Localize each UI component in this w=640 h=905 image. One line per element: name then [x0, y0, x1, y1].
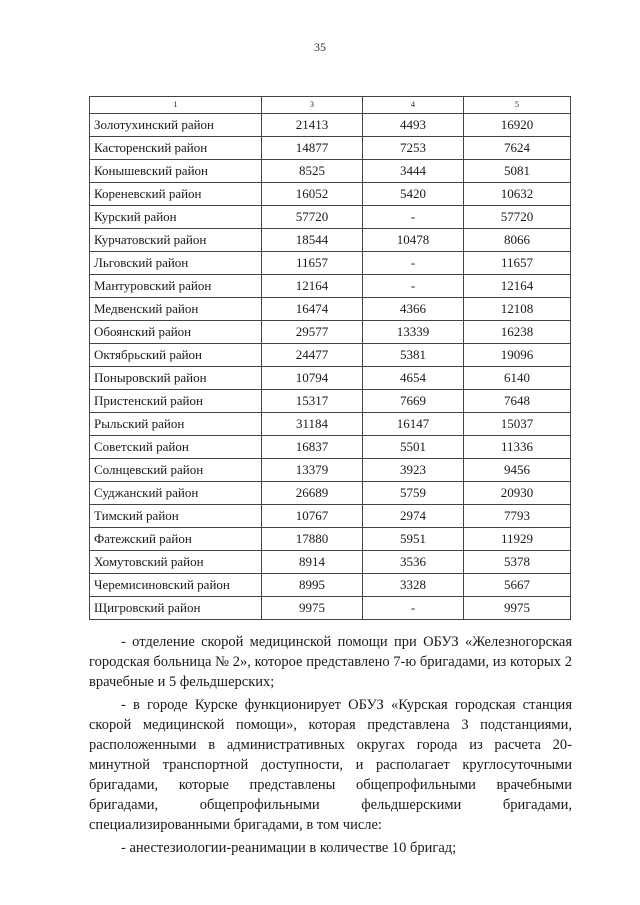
value-col5-cell: 7624	[464, 137, 571, 160]
table-row	[90, 436, 571, 459]
table-row	[90, 390, 571, 413]
value-col5-cell: 5378	[464, 551, 571, 574]
value-col4-cell: 5381	[363, 344, 464, 367]
value-col5-cell: 11657	[464, 252, 571, 275]
value-col4-cell: 4654	[363, 367, 464, 390]
value-col4-cell: -	[363, 252, 464, 275]
table-row	[90, 114, 571, 137]
value-col5-cell: 6140	[464, 367, 571, 390]
district-name-cell: Курский район	[90, 206, 262, 229]
value-col4-cell: 3536	[363, 551, 464, 574]
value-col4-cell: 3923	[363, 459, 464, 482]
value-col3-cell: 24477	[262, 344, 363, 367]
district-name-cell: Октябрьский район	[90, 344, 262, 367]
table-row	[90, 344, 571, 367]
value-col4-cell: 4493	[363, 114, 464, 137]
table-row	[90, 574, 571, 597]
district-name-cell: Черемисиновский район	[90, 574, 262, 597]
page-number: 35	[314, 40, 326, 54]
value-col4-cell: -	[363, 597, 464, 620]
value-col3-cell: 13379	[262, 459, 363, 482]
value-col3-cell: 8525	[262, 160, 363, 183]
value-col4-cell: -	[363, 275, 464, 298]
district-name-cell: Щигровский район	[90, 597, 262, 620]
district-name-cell: Хомутовский район	[90, 551, 262, 574]
value-col5-cell: 9456	[464, 459, 571, 482]
value-col3-cell: 10767	[262, 505, 363, 528]
value-col3-cell: 11657	[262, 252, 363, 275]
header-cell: 3	[262, 97, 363, 114]
value-col5-cell: 11929	[464, 528, 571, 551]
paragraph: - отделение скорой медицинской помощи при ОБУЗ «Железногорская городская больница № 2», которое представлено 7-ю бригадами, из которых 2 врачебные и 5 фельдшерских;	[89, 634, 572, 690]
district-name-cell: Мантуровский район	[90, 275, 262, 298]
district-name-cell: Советский район	[90, 436, 262, 459]
district-name-cell: Фатежский район	[90, 528, 262, 551]
table-row	[90, 229, 571, 252]
value-col3-cell: 8995	[262, 574, 363, 597]
table-row	[90, 321, 571, 344]
value-col3-cell: 21413	[262, 114, 363, 137]
value-col3-cell: 15317	[262, 390, 363, 413]
table-row	[90, 367, 571, 390]
paragraph: - в городе Курске функционирует ОБУЗ «Курская городская станция скорой медицинской помощи», которая представлена 3 подстанциями, расположенными в административных округах города из расчета 20-минутной транспортной доступности, и располагает круглосуточными бригадами, которые представлены общепрофильными врачебными бригадами, общепрофильными фельдшерскими бригадами, специализированными бригадами, в том числе:	[89, 697, 572, 833]
district-name-cell: Золотухинский район	[90, 114, 262, 137]
table-row	[90, 459, 571, 482]
value-col3-cell: 16052	[262, 183, 363, 206]
district-name-cell: Поныровский район	[90, 367, 262, 390]
district-name-cell: Медвенский район	[90, 298, 262, 321]
body-text	[89, 632, 572, 861]
value-col5-cell: 7648	[464, 390, 571, 413]
header-cell: 4	[363, 97, 464, 114]
value-col3-cell: 9975	[262, 597, 363, 620]
value-col5-cell: 9975	[464, 597, 571, 620]
value-col5-cell: 11336	[464, 436, 571, 459]
value-col4-cell: 7669	[363, 390, 464, 413]
value-col5-cell: 16238	[464, 321, 571, 344]
district-name-cell: Солнцевский район	[90, 459, 262, 482]
district-name-cell: Пристенский район	[90, 390, 262, 413]
value-col5-cell: 12108	[464, 298, 571, 321]
district-name-cell: Рыльский район	[90, 413, 262, 436]
value-col4-cell: 3328	[363, 574, 464, 597]
value-col5-cell: 7793	[464, 505, 571, 528]
value-col5-cell: 57720	[464, 206, 571, 229]
value-col4-cell: -	[363, 206, 464, 229]
value-col5-cell: 20930	[464, 482, 571, 505]
district-name-cell: Суджанский район	[90, 482, 262, 505]
table-row	[90, 597, 571, 620]
value-col4-cell: 4366	[363, 298, 464, 321]
header-cell: 1	[90, 97, 262, 114]
header-cell: 5	[464, 97, 571, 114]
value-col3-cell: 18544	[262, 229, 363, 252]
table-row	[90, 413, 571, 436]
value-col3-cell: 10794	[262, 367, 363, 390]
district-name-cell: Курчатовский район	[90, 229, 262, 252]
value-col4-cell: 16147	[363, 413, 464, 436]
table-row	[90, 183, 571, 206]
table-row	[90, 298, 571, 321]
table-row	[90, 275, 571, 298]
value-col4-cell: 10478	[363, 229, 464, 252]
district-name-cell: Кореневский район	[90, 183, 262, 206]
table-row	[90, 160, 571, 183]
value-col4-cell: 5759	[363, 482, 464, 505]
value-col3-cell: 16837	[262, 436, 363, 459]
value-col4-cell: 13339	[363, 321, 464, 344]
district-name-cell: Касторенский район	[90, 137, 262, 160]
table-row	[90, 482, 571, 505]
value-col5-cell: 8066	[464, 229, 571, 252]
value-col5-cell: 10632	[464, 183, 571, 206]
value-col3-cell: 16474	[262, 298, 363, 321]
table-row	[90, 206, 571, 229]
table-row	[90, 252, 571, 275]
table-row	[90, 528, 571, 551]
value-col4-cell: 5951	[363, 528, 464, 551]
value-col3-cell: 8914	[262, 551, 363, 574]
value-col5-cell: 19096	[464, 344, 571, 367]
table-row	[90, 505, 571, 528]
district-name-cell: Конышевский район	[90, 160, 262, 183]
table-row	[90, 551, 571, 574]
value-col3-cell: 12164	[262, 275, 363, 298]
value-col3-cell: 57720	[262, 206, 363, 229]
value-col3-cell: 26689	[262, 482, 363, 505]
value-col5-cell: 15037	[464, 413, 571, 436]
value-col3-cell: 29577	[262, 321, 363, 344]
value-col4-cell: 7253	[363, 137, 464, 160]
district-table	[89, 96, 571, 620]
value-col3-cell: 31184	[262, 413, 363, 436]
table-row	[90, 137, 571, 160]
value-col4-cell: 3444	[363, 160, 464, 183]
value-col4-cell: 2974	[363, 505, 464, 528]
value-col3-cell: 14877	[262, 137, 363, 160]
value-col4-cell: 5501	[363, 436, 464, 459]
district-name-cell: Тимский район	[90, 505, 262, 528]
value-col5-cell: 5081	[464, 160, 571, 183]
value-col4-cell: 5420	[363, 183, 464, 206]
value-col3-cell: 17880	[262, 528, 363, 551]
value-col5-cell: 12164	[464, 275, 571, 298]
district-name-cell: Льговский район	[90, 252, 262, 275]
paragraph: - анестезиологии-реанимации в количестве 10 бригад;	[121, 840, 457, 856]
district-name-cell: Обоянский район	[90, 321, 262, 344]
table-header-row	[90, 97, 571, 114]
value-col5-cell: 5667	[464, 574, 571, 597]
value-col5-cell: 16920	[464, 114, 571, 137]
